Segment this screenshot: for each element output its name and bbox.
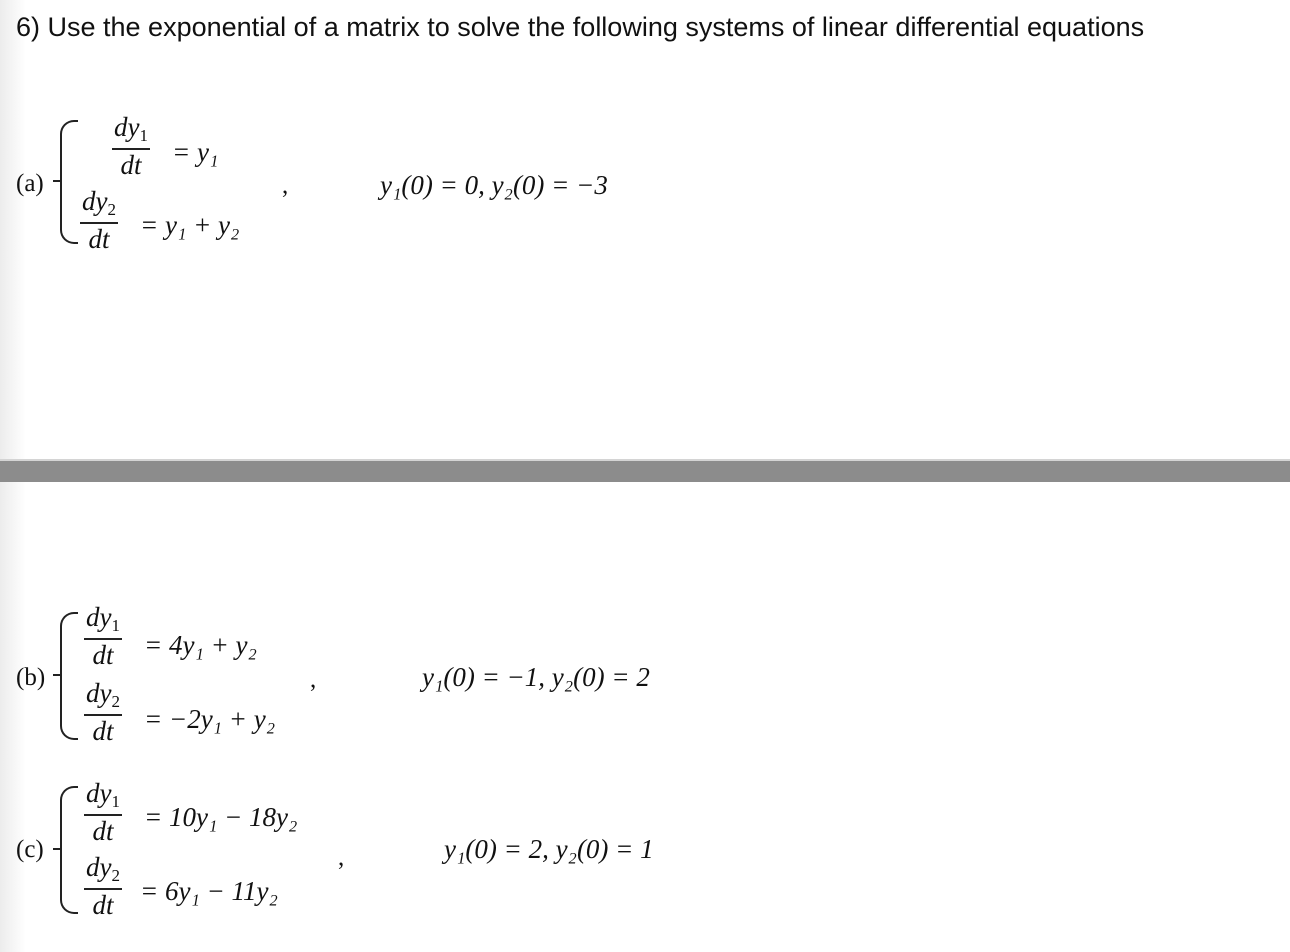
derivative-dy2-dt: $\frac{dy_2}{dt}$ xyxy=(86,678,120,746)
part-label: (b) xyxy=(16,664,46,691)
section-divider xyxy=(0,459,1290,482)
derivative-dy1-dt: $\frac{dy_1}{dt}$ xyxy=(86,778,120,846)
derivative-dy2-dt: $\frac{dy_2}{dt}$ xyxy=(86,852,120,920)
part-c xyxy=(0,778,1290,928)
brace-icon xyxy=(60,120,78,244)
brace-tip xyxy=(53,848,62,850)
derivative-dy1-dt: $\frac{dy_1}{dt}$ xyxy=(114,112,148,180)
initial-conditions: y₁(0) = −1, y₂(0) = 2 xyxy=(422,662,650,692)
separator-comma: , xyxy=(310,666,317,693)
derivative-dy1-dt: $\frac{dy_1}{dt}$ xyxy=(86,602,120,670)
equation-2-rhs: = −2y₁ + y₂ xyxy=(144,704,276,734)
equation-2-rhs: = 6y₁ − 11y₂ xyxy=(140,876,278,906)
part-b xyxy=(0,600,1290,750)
problem-heading: 6) Use the exponential of a matrix to solve the following systems of linear differential equations xyxy=(16,12,1145,42)
equation-1-rhs: = y₁ xyxy=(172,137,219,167)
part-label: (a) xyxy=(16,170,44,197)
part-a xyxy=(0,110,1290,260)
derivative-dy2-dt: $\frac{dy_2}{dt}$ xyxy=(82,186,116,254)
separator-comma: , xyxy=(282,172,289,199)
equation-1-rhs: = 10y₁ − 18y₂ xyxy=(144,802,298,832)
brace-icon xyxy=(60,786,78,914)
brace-icon xyxy=(60,612,78,740)
initial-conditions: y₁(0) = 0, y₂(0) = −3 xyxy=(380,170,608,200)
equation-2-rhs: = y₁ + y₂ xyxy=(140,210,240,240)
part-label: (c) xyxy=(16,836,44,863)
brace-tip xyxy=(53,180,62,182)
initial-conditions: y₁(0) = 2, y₂(0) = 1 xyxy=(444,834,654,864)
brace-tip xyxy=(53,674,62,676)
separator-comma: , xyxy=(338,844,345,871)
equation-1-rhs: = 4y₁ + y₂ xyxy=(144,630,257,660)
